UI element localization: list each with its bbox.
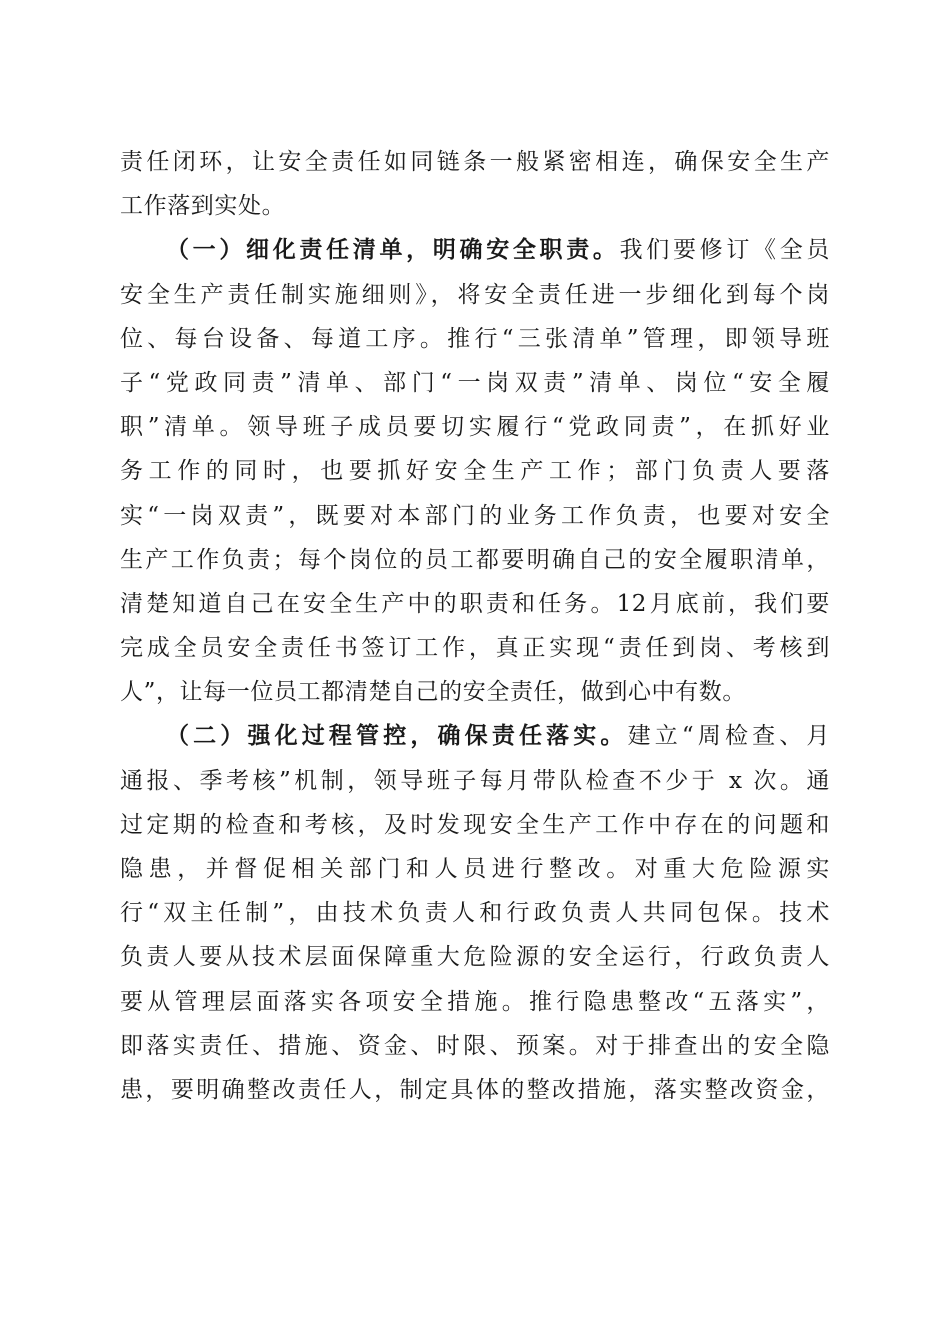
section-2-line: 隐患，并督促相关部门和人员进行整改。对重大危险源实 <box>120 856 830 882</box>
section-1-line: 生产工作负责；每个岗位的员工都要明确自己的安全履职清单， <box>120 546 830 573</box>
section-1-line: 完成全员安全责任书签订工作，真正实现“责任到岗、考核到 <box>120 635 830 662</box>
section-1-heading: （一）细化责任清单，明确安全职责。 <box>166 236 620 264</box>
section-2-line: 负责人要从技术层面保障重大危险源的安全运行，行政负责人 <box>120 944 830 971</box>
section-1-first-line-rest: 我们要修订《全员 <box>619 237 830 264</box>
section-1-line: 人”，让每一位员工都清楚自己的安全责任，做到心中有数。 <box>120 679 746 706</box>
section-1-first-line <box>120 228 830 272</box>
section-1-line: 职”清单。领导班子成员要切实履行“党政同责”，在抓好业 <box>120 414 830 441</box>
section-1-line: 实“一岗双责”，既要对本部门的业务工作负责，也要对安全 <box>120 502 830 529</box>
section-1-line: 务工作的同时，也要抓好安全生产工作；部门负责人要落 <box>120 458 830 485</box>
intro-line-2: 工作落到实处。 <box>120 193 286 220</box>
section-1-line: 子“党政同责”清单、部门“一岗双责”清单、岗位“安全履 <box>120 369 830 396</box>
section-1-line: 清楚知道自己在安全生产中的职责和任务。12月底前，我们要 <box>120 590 830 617</box>
section-1-line: 位、每台设备、每道工序。推行“三张清单”管理，即领导班 <box>120 325 830 352</box>
intro-line-1: 责任闭环，让安全责任如同链条一般紧密相连，确保安全生产 <box>120 149 830 175</box>
section-2-line: 患，要明确整改责任人，制定具体的整改措施，落实整改资金， <box>120 1076 830 1103</box>
section-1-line: 安全生产责任制实施细则》，将安全责任进一步细化到每个岗 <box>120 281 830 308</box>
section-2-heading: （二）强化过程管控，确保责任落实。 <box>166 722 628 750</box>
section-2-line: 通报、季考核”机制，领导班子每月带队检查不少于 x 次。通 <box>120 767 830 794</box>
section-2-line: 要从管理层面落实各项安全措施。推行隐患整改“五落实”， <box>120 988 830 1015</box>
section-2-first-line <box>120 714 830 758</box>
section-2-line: 过定期的检查和考核，及时发现安全生产工作中存在的问题和 <box>120 811 830 838</box>
section-2-line: 行“双主任制”，由技术负责人和行政负责人共同包保。技术 <box>120 900 830 927</box>
document-body <box>120 140 830 1112</box>
section-2-line: 即落实责任、措施、资金、时限、预案。对于排查出的安全隐 <box>120 1032 830 1059</box>
section-2-first-line-rest: 建立“周检查、月 <box>627 723 830 750</box>
